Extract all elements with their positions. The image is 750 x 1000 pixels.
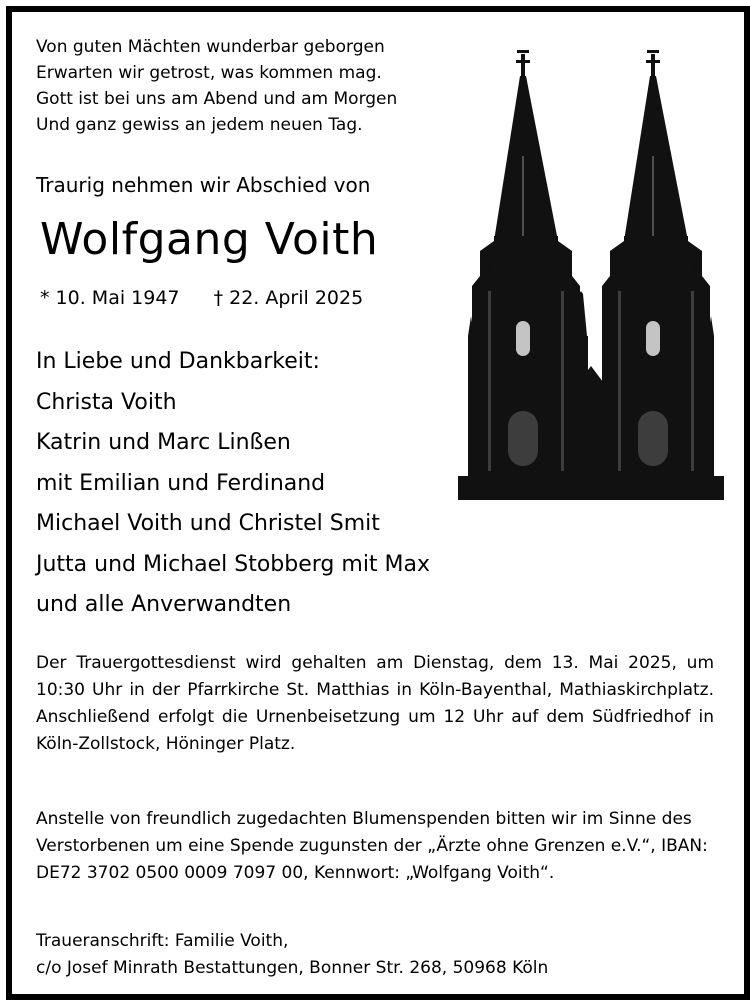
mourner-line: Christa Voith [36,389,177,415]
birth-date: * 10. Mai 1947 [40,287,180,309]
mourning-address [36,928,548,982]
poem [36,34,397,138]
mourners-list [36,342,430,626]
mourner-line: Jutta und Michael Stobberg mit Max [36,551,431,577]
address-line: Traueranschrift: Familie Voith, [36,931,289,951]
mourner-line: Michael Voith und Christel Smit [36,511,380,536]
address-line: c/o Josef Minrath Bestattungen, Bonner Str. 268, 50968 Köln [36,958,549,978]
poem-line: Gott ist bei uns am Abend und am Morgen [36,89,398,109]
mourner-line: Katrin und Marc Linßen [36,430,291,455]
mourner-line: und alle Anverwandten [36,592,292,617]
service-info: Der Trauergottesdienst wird gehalten am Dienstag, dem 13. Mai 2025, um 10:30 Uhr in der Pfarrkirche St. Matthias in Köln-Bayenthal, Mathiaskirchplatz. Anschließend erfolgt die Urnenbeisetzung um 12 Uhr auf dem Südfriedhof in Köln-Zollstock, Höninger Platz. [36,653,714,754]
death-date: † 22. April 2025 [213,287,364,309]
poem-line: Von guten Mächten wunderbar geborgen [36,37,385,57]
intro-text: Traurig nehmen wir Abschied von [36,173,371,197]
cathedral-icon [458,36,724,500]
poem-line: Und ganz gewiss an jedem neuen Tag. [36,115,363,135]
donation-info: Anstelle von freundlich zugedachten Blumenspenden bitten wir im Sinne des Verstorbenen um eine Spende zugunsten der „Ärzte ohne Grenzen e.V.“, IBAN: DE72 3702 0500 0009 7097 00, Kennwort: „Wolfgang Voith“. [36,809,708,883]
life-dates [40,284,363,312]
mourners-heading: In Liebe und Dankbarkeit: [36,349,320,374]
mourner-line: mit Emilian und Ferdinand [36,470,326,496]
deceased-name: Wolfgang Voith [40,214,379,265]
poem-line: Erwarten wir getrost, was kommen mag. [36,63,382,83]
